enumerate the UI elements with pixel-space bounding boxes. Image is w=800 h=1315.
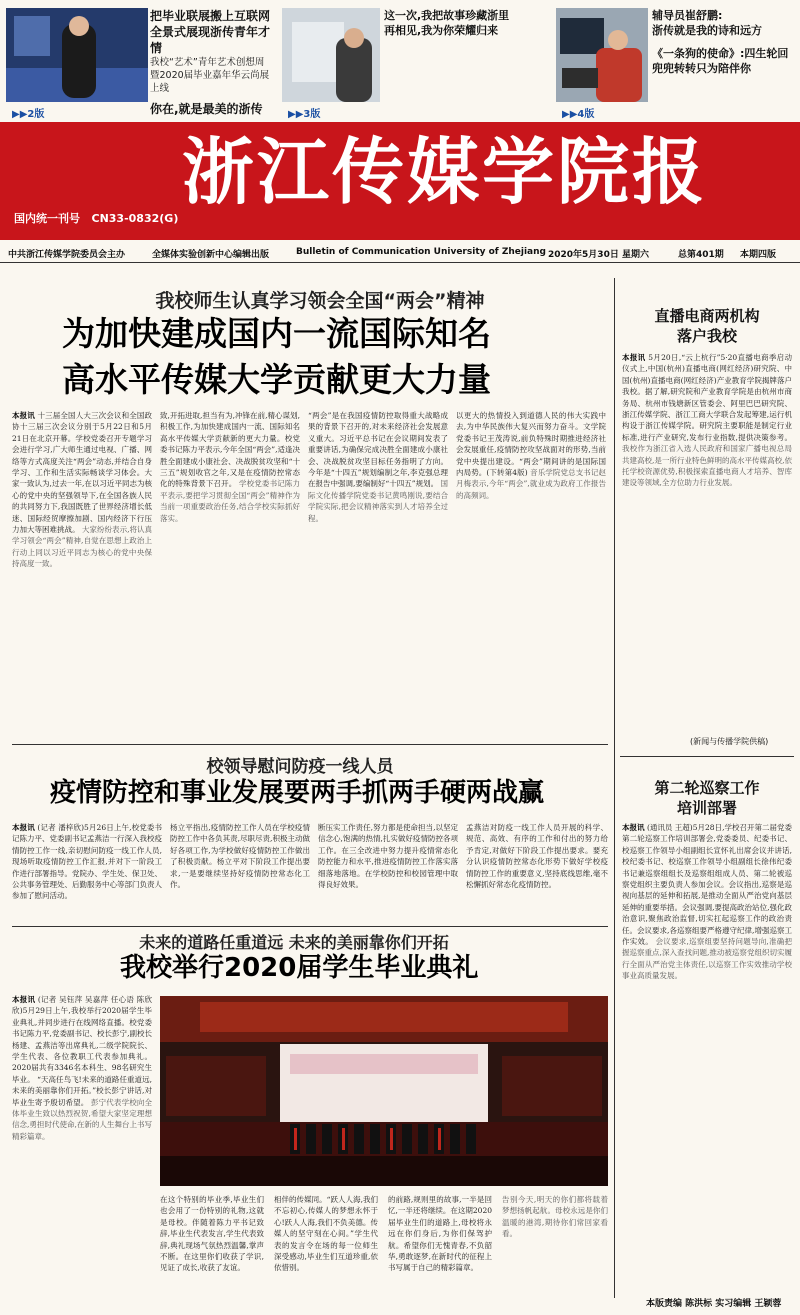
second-kicker: 校领导慰问防疫一线人员 xyxy=(206,757,394,777)
info-bar xyxy=(0,244,800,263)
teaser-1-photo xyxy=(6,8,148,102)
second-headline: 疫情防控和事业发展要两手抓两手硬两战赢 xyxy=(50,778,545,808)
teaser-3-subtitle: 浙传就是我的诗和远方 xyxy=(652,24,762,37)
lead-col-4: 以更大的热情投入到道德人民的伟大实践中去,为中华民族伟大复兴而努力奋斗。文学院党委书记王茂涛说,前负特殊时期推进经济社会发展重任,疫情防控攻坚战面对的形势,当前党中央提出建设。“两会”期间讲的是国际国内局势。(下转第4版) 音乐学院党总支书记赵月梅表示,今年“两会”,就业成为政府工作报告的高频词。 xyxy=(456,411,606,500)
teaser-3-page[interactable]: ▶▶4版 xyxy=(562,109,595,120)
second-col-3: 断压实工作责任,努力都是使命担当,以坚定信念心,饱满的热情,扎实做好疫情防控各项工作。在三全改进中努力提升疫情常态化防控能力和水平,推进疫情防控工作落实落细落地落地。在学校防控和校园管理中取得良好效果。 xyxy=(318,823,458,890)
section-rule-2 xyxy=(12,926,608,927)
sidebar-divider xyxy=(614,278,615,1298)
teaser-1-tag: 你在,就是最美的浙传 xyxy=(150,102,263,116)
teaser-1-subtitle: 全景式展现浙传青年才情 xyxy=(150,25,271,55)
teaser-2[interactable] xyxy=(282,8,542,120)
info-sponsor: 中共浙江传媒学院委员会主办 xyxy=(8,250,126,260)
lead-kicker: 我校师生认真学习领会全国“两会”精神 xyxy=(155,290,485,312)
lead-col-1: 本报讯 十三届全国人大三次会议和全国政协十三届三次会议分别于5月22日和5月21日在北京开幕。学校党委召开专题学习会进行学习,广大师生通过电视、广播、网络等方式高度关注“两会”动态,并结合自身学习、工作和生活实际畅谈学习体会。大家一致认为,过去一年,在以习近平同志为核心的党中央的坚强领导下,在全国各族人民的共同努力下,我国既胜了世界经济增长低迷、国际经贸摩擦加剧、国内经济下行压力加大等困难挑战。 大家纷纷表示,将认真学习领会“两会”精神,自觉在思想上政治上行动上同以习近平同志为核心的党中央保持高度一致。 xyxy=(12,411,152,569)
info-issue-total: 总第401期 xyxy=(678,250,724,260)
lead-col-3: “两会”是在我国疫情防控取得重大战略成果的背景下召开的,对未来经济社会发展意义重大。习近平总书记在会议期间发表了重要讲话,为确保完成决胜全面建成小康社会、决战脱贫攻坚目标任务指明了方向。今年是“十四五”规划编制之年,李克强总理在报告中强调,要编制好“十四五”规划。 国际文化传播学院党委书记黄鸣刚说,要结合学院实际,把会议精神落实到人才培养全过程。 xyxy=(308,411,448,523)
sidebar-1-body: 本报讯 5月20日,“云上杭行”5·20直播电商季启动仪式上,中国(杭州)直播电商(网红经济)研究院、中国(杭州)直播电商(网红经济)产业教育学院揭牌落户我校。据了解,研究院和产业教育学院是由杭州市商务局、杭州市钱塘新区管委会、阿里巴巴研究院、浙江传媒学院、浙江工商大学联合发起筹建,运行机构设于浙江传媒学院。研究院主要职能是制定行业标准,进行产业研究,发布行业指数,提供决策参考。 我校作为浙江省入选人民政府和国家广播电视总局共建高校,是一所行业特色鲜明的高水平传媒高校,依托学校资源优势,积极探索直播电商人才培养、智库建设等领域,全方位助力行业发展。 xyxy=(622,353,792,488)
lead-col-2: 致,开拓进取,担当有为,冲锋在前,精心谋划,积极工作,为加快建成国内一流、国际知名高水平传媒大学贡献新的更大力量。校党委书记陈力平表示,今年全国“两会”,适逢决胜全面建成小康社会、决战脱贫攻坚和“十三五”规划收官之年,又是在疫情防控常态化的特殊背景下召开。 学校党委书记陈力平表示,要把学习贯彻全国“两会”精神作为当前一项重要政治任务,结合学校实际抓好落实。 xyxy=(160,411,300,523)
third-col-3: 相伴的传媒同。“跃人人海,我们不忘初心,传媒人的梦想永怀于心!跃人人海,我们不负美德。传媒人的坚守刻在心间。”学生代表的发言令在场的每一位师生深受感动,毕业生们互道珍重,依依惜别。 xyxy=(274,1195,378,1273)
third-col-5: 告别今天,明天的你们都将载着梦想扬帆起航。母校永远是你们温暖的港湾,期待你们常回家看看。 xyxy=(502,1195,608,1239)
sidebar-rule xyxy=(620,756,794,757)
sidebar-2-title: 第二轮巡察工作 培训部署 xyxy=(654,779,760,817)
teaser-1-sub2: 我校“艺术”青年艺术创想周 xyxy=(150,57,265,68)
masthead-title: 浙江传媒学院报 xyxy=(182,129,708,214)
info-pages: 本期四版 xyxy=(740,250,777,260)
info-editor: 全媒体实验创新中心编辑出版 xyxy=(152,250,270,260)
lead-col-1-lead: 本报讯 xyxy=(12,411,35,420)
sidebar-1-credit: (新闻与传播学院供稿) xyxy=(690,737,769,746)
teaser-2-page[interactable]: ▶▶3版 xyxy=(288,109,321,120)
lead-headline-2: 高水平传媒大学贡献更大力量 xyxy=(62,360,491,399)
footer-credit: 本版责编 陈洪标 实习编辑 王颖蓉 xyxy=(646,1299,782,1309)
lead-headline-1: 为加快建成国内一流国际知名 xyxy=(62,314,491,353)
sidebar-1-title: 直播电商两机构 落户我校 xyxy=(654,307,760,345)
third-col-4: 的前路,规则里的故事,一半是回忆,一半还将继续。在这期2020届毕业生们的道路上,母校将永远在你们身后,为你们保驾护航。希望你们无愧青春,不负韶华,勇敢逐梦,在新时代的征程上书写属于自己的精彩篇章。 xyxy=(388,1195,492,1273)
section-rule-1 xyxy=(12,744,608,745)
teaser-3-photo xyxy=(556,8,648,102)
teaser-2-title: 这一次,我把故事珍藏浙里 xyxy=(384,9,510,22)
teaser-1-sub3: 暨2020届毕业嘉年华云尚展上线 xyxy=(150,70,270,94)
masthead xyxy=(0,122,800,240)
teaser-1-page[interactable]: ▶▶2版 xyxy=(12,109,45,120)
teaser-3[interactable] xyxy=(556,8,796,120)
teaser-1[interactable] xyxy=(6,8,271,120)
sidebar-2-body: 本报讯 (通讯员 王超)5月28日,学校召开第二届党委第二轮巡察工作培训部署会,党委委员、纪委书记、校巡察工作领导小组副组长宣怀礼出席会议并讲话,校纪委书记、校巡察工作领导小组副组长徐伟纪委书记兼巡察组组长及巡察组组成人员、第二轮被巡察党组织主要负责人参加会议。会议指出,巡察是巡视向基层的延伸和拓展,是推动全面从严治党向基层延伸的重要举措。会议强调,要提高政治站位,强化政治意识,聚焦政治监督,切实扛起巡察工作的政治责任。会议要求,各巡察组要严格遵守纪律,增强巡察工作实效。 会议要求,巡察组要坚持问题导向,准确把握巡察重点,深入查找问题,推动被巡察党组织切实履行全面从严治党主体责任,以巡察工作实效推动学校事业高质量发展。 xyxy=(622,823,792,981)
teaser-3-title: 辅导员崔舒鹏: xyxy=(652,9,723,22)
teaser-3-sub2: 《一条狗的使命》:四生轮回 xyxy=(652,47,789,60)
second-col-2: 杨立平指出,疫情防控工作人员在学校疫情防控工作中各负其责,尽职尽责,积极主动做好各项工作,为学校做好疫情防控工作做出了积极贡献。杨立平对下阶段工作提出要求,一是要继续坚持好疫情防控常态化工作。 xyxy=(170,823,310,890)
teaser-2-subtitle: 再相见,我为你荣耀归来 xyxy=(384,24,499,37)
teaser-2-photo xyxy=(282,8,380,102)
teaser-3-sub3: 兜兜转转只为陪伴你 xyxy=(652,62,751,75)
masthead-issue: 国内统一刊号 CN33-0832(G) xyxy=(14,212,179,225)
info-date: 2020年5月30日 星期六 xyxy=(548,250,649,260)
info-english: Bulletin of Communication University of Zhejiang xyxy=(296,247,546,257)
third-col-2: 在这个特别的毕业季,毕业生们也会用了一份特别的礼物,这就是母校。伴随着陈力平书记致辞,毕业生代表发言,学生代表致辞,典礼现场气氛热烈温馨,掌声不断。在这里你们收获了学识,见证了成长,收获了友谊。 xyxy=(160,1195,264,1273)
graduation-ceremony-photo xyxy=(160,996,608,1186)
third-headline: 我校举行2020届学生毕业典礼 xyxy=(120,953,479,983)
third-kicker: 未来的道路任重道远 未来的美丽靠你们开拓 xyxy=(139,933,449,952)
second-col-1: 本报讯 (记者 潘梓欣)5月26日上午,校党委书记陈力平、党委副书记孟燕洁一行深入我校疫情防控工作一线,亲切慰问防疫一线工作人员,现场听取疫情防控工作汇报,并对下一阶段工作进行部署指导。党院办、学生处、保卫处、公共事务管理处、后勤服务中心等部门负责人参加了慰问活动。 xyxy=(12,823,162,901)
second-col-4: 孟燕洁对防疫一线工作人员开展的科学、规范、高效、有序的工作和付出的努力给予肯定,对做好下阶段工作提出要求。要充分认识疫情防控常态化形势下做好学校疫情防控工作的重要意义,坚持底线思维,毫不松懈抓好常态化疫情防控。 xyxy=(466,823,608,890)
third-col-1: 本报讯 (记者 吴钰萍 吴嘉萍 任心语 陈欣欣)5月29日上午,我校举行2020届学生毕业典礼,并同步进行在线网络直播。校党委书记陈力平,党委副书记、校长彭宁,副校长杨建、孟燕洁等出席典礼,二级学院院长、学生代表、各位教职工代表参加典礼。2020届共有3346名本科生、98名研究生毕业。 “天高任鸟飞!未来的道路任重道远,未来的美丽靠你们开拓。”校长彭宁讲话,对毕业生寄予殷切希望。 彭宁代表学校向全体毕业生致以热烈祝贺,希望大家坚定理想信念,勇担时代使命,在新的人生舞台上书写精彩篇章。 xyxy=(12,995,152,1141)
teaser-1-title: 把毕业联展搬上互联网 xyxy=(150,9,271,23)
